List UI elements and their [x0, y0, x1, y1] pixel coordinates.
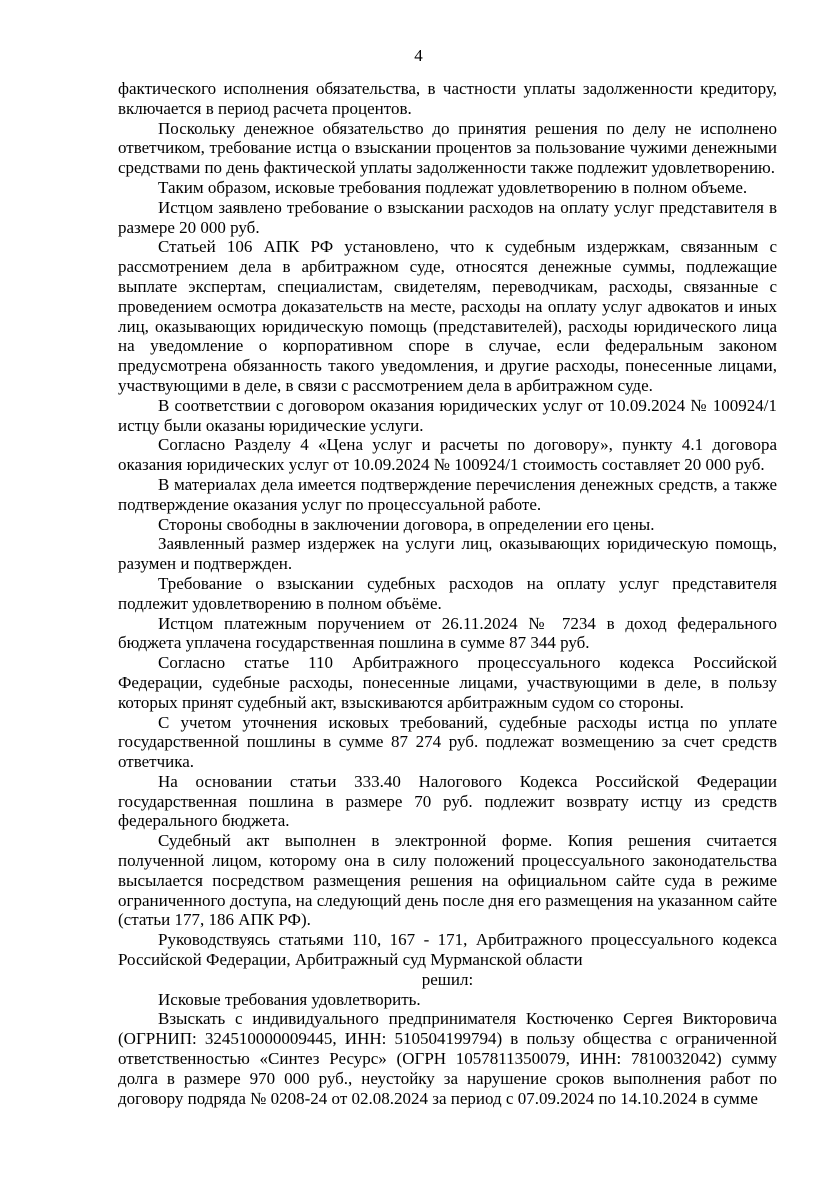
paragraph: Истцом платежным поручением от 26.11.2024 № 7234 в доход федерального бюджета уплачена государственная пошлина в сумме 87 344 руб. [118, 613, 777, 653]
paragraph: Исковые требования удовлетворить. [158, 989, 421, 1009]
paragraph: Истцом заявлено требование о взыскании расходов на оплату услуг представителя в размере 20 000 руб. [118, 197, 777, 237]
paragraph: На основании статьи 333.40 Налогового Кодекса Российской Федерации государственная пошлина в размере 70 руб. подлежит возврату истцу из средств федерального бюджета. [118, 771, 777, 831]
paragraph: Требование о взыскании судебных расходов на оплату услуг представителя подлежит удовлетворению в полном объёме. [118, 573, 777, 613]
paragraph: Статьей 106 АПК РФ установлено, что к судебным издержкам, связанным с рассмотрением дела в арбитражном суде, относятся денежные суммы, подлежащие выплате экспертам, специалистам, свидетелям, переводчикам, расходы, связанные с проведением осмотра доказательств на месте, расходы на оплату услуг адвокатов и иных лиц, оказывающих юридическую помощь (представителей), расходы юридического лица на уведомление о корпоративном споре в случае, если федеральным законом предусмотрена обязанность такого уведомления, и другие расходы, понесенные лицами, участвующими в деле, в связи с рассмотрением дела в арбитражном суде. [118, 237, 777, 395]
paragraph: Взыскать с индивидуального предпринимателя Костюченко Сергея Викторовича (ОГРНИП: 324510000009445, ИНН: 510504199794) в пользу общества с ограниченной ответственностью «Синтез Ресурс» (ОГРН 1057811350079, ИНН: 7810032042) сумму долга в размере 970 000 руб., неустойку за нарушение сроков выполнения работ по договору подряда № 0208-24 от 02.08.2024 за период с 07.09.2024 по 14.10.2024 в сумме [118, 1009, 777, 1108]
paragraph: Стороны свободны в заключении договора, в определении его цены. [158, 514, 655, 534]
page-number: 4 [414, 46, 423, 65]
paragraph: фактического исполнения обязательства, в частности уплаты задолженности кредитору, включается в период расчета процентов. [118, 79, 777, 118]
resolution-heading: решил: [421, 969, 474, 989]
paragraph: С учетом уточнения исковых требований, судебные расходы истца по уплате государственной пошлины в сумме 87 274 руб. подлежат возмещению за счет средств ответчика. [118, 712, 777, 772]
paragraph: В соответствии с договором оказания юридических услуг от 10.09.2024 № 100924/1 истцу были оказаны юридические услуги. [118, 395, 777, 435]
paragraph: Согласно Разделу 4 «Цена услуг и расчеты по договору», пункту 4.1 договора оказания юридических услуг от 10.09.2024 № 100924/1 стоимость составляет 20 000 руб. [118, 435, 777, 475]
paragraph: Судебный акт выполнен в электронной форме. Копия решения считается полученной лицом, которому она в силу положений процессуального законодательства высылается посредством размещения решения на официальном сайте суда в режиме ограниченного доступа, на следующий день после дня его размещения на указанном сайте (статьи 177, 186 АПК РФ). [118, 831, 777, 930]
document-body [118, 79, 777, 1108]
paragraph: Руководствуясь статьями 110, 167 - 171, Арбитражного процессуального кодекса Российской Федерации, Арбитражный суд Мурманской области [118, 930, 777, 970]
paragraph: В материалах дела имеется подтверждение перечисления денежных средств, а также подтверждение оказания услуг по процессуальной работе. [118, 474, 777, 514]
paragraph: Поскольку денежное обязательство до принятия решения по делу не исполнено ответчиком, требование истца о взыскании процентов за пользование чужими денежными средствами по день фактической уплаты задолженности также подлежит удовлетворению. [118, 118, 777, 178]
paragraph: Таким образом, исковые требования подлежат удовлетворению в полном объеме. [158, 177, 748, 197]
paragraph: Согласно статье 110 Арбитражного процессуального кодекса Российской Федерации, судебные расходы, понесенные лицами, участвующими в деле, в пользу которых принят судебный акт, взыскиваются арбитражным судом со стороны. [118, 653, 777, 712]
paragraph: Заявленный размер издержек на услуги лиц, оказывающих юридическую помощь, разумен и подтвержден. [118, 534, 777, 574]
